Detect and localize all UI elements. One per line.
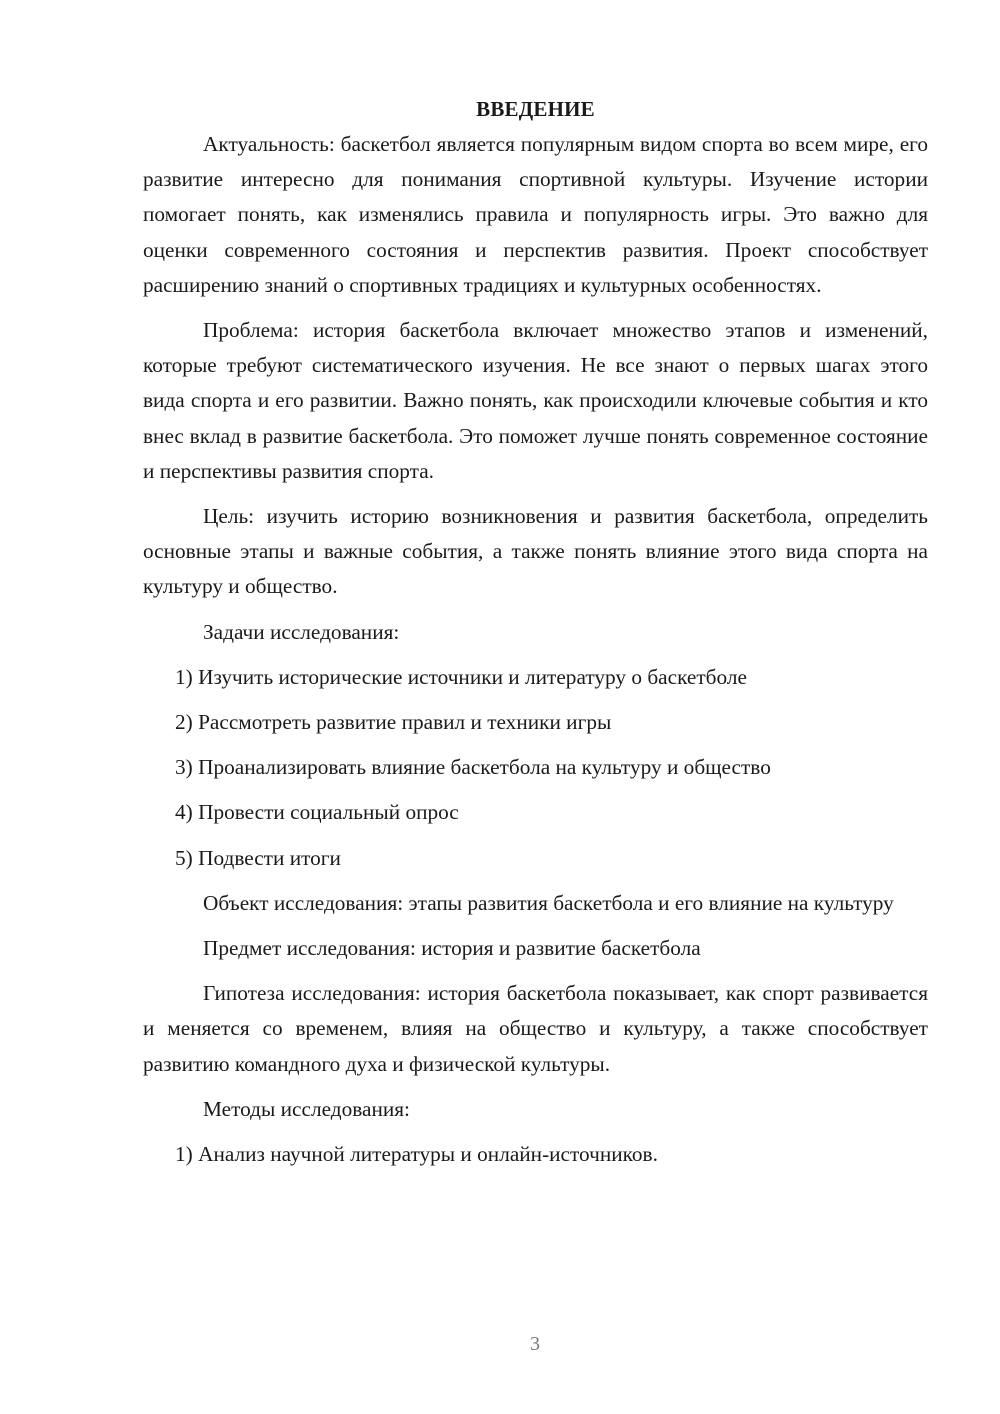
methods-heading: Методы исследования: (203, 1096, 410, 1121)
paragraph-hypothesis: Гипотеза исследования: история баскетбола показывает, как спорт развивается и меняется со временем, влияя на общество и культуру, а также способствует развитию командного духа и физической культуры. (143, 981, 928, 1076)
method-item: 1) Анализ научной литературы и онлайн-источников. (175, 1142, 658, 1167)
paragraph-object: Объект исследования: этапы развития баскетбола и его влияние на культуру (203, 890, 894, 915)
paragraph-goal: Цель: изучить историю возникновения и развития баскетбола, определить основные этапы и важные события, а также понять влияние этого вида спорта на культуру и общество. (143, 504, 928, 599)
tasks-heading: Задачи исследования: (203, 619, 400, 644)
paragraph-problem: Проблема: история баскетбола включает множество этапов и изменений, которые требуют систематического изучения. Не все знают о первых шагах этого вида спорта и его развитии. Важно понять, как происходили ключевые события и кто внес вклад в развитие баскетбола. Это поможет лучше понять современное состояние и перспективы развития спорта. (143, 318, 928, 483)
page-number: 3 (530, 1333, 540, 1355)
paragraph-subject: Предмет исследования: история и развитие баскетбола (203, 936, 701, 961)
task-item: 1) Изучить исторические источники и литературу о баскетболе (175, 664, 747, 689)
task-item: 2) Рассмотреть развитие правил и техники игры (175, 710, 612, 735)
section-heading: ВВЕДЕНИЕ (476, 97, 595, 121)
task-item: 5) Подвести итоги (175, 845, 341, 870)
task-item: 3) Проанализировать влияние баскетбола на культуру и общество (175, 755, 771, 780)
paragraph-relevance: Актуальность: баскетбол является популярным видом спорта во всем мире, его развитие интересно для понимания спортивной культуры. Изучение истории помогает понять, как изменялись правила и популярность игры. Это важно для оценки современного состояния и перспектив развития. Проект способствует расширению знаний о спортивных традициях и культурных особенностях. (143, 132, 928, 297)
document-page (143, 92, 928, 1172)
task-item: 4) Провести социальный опрос (175, 800, 459, 825)
